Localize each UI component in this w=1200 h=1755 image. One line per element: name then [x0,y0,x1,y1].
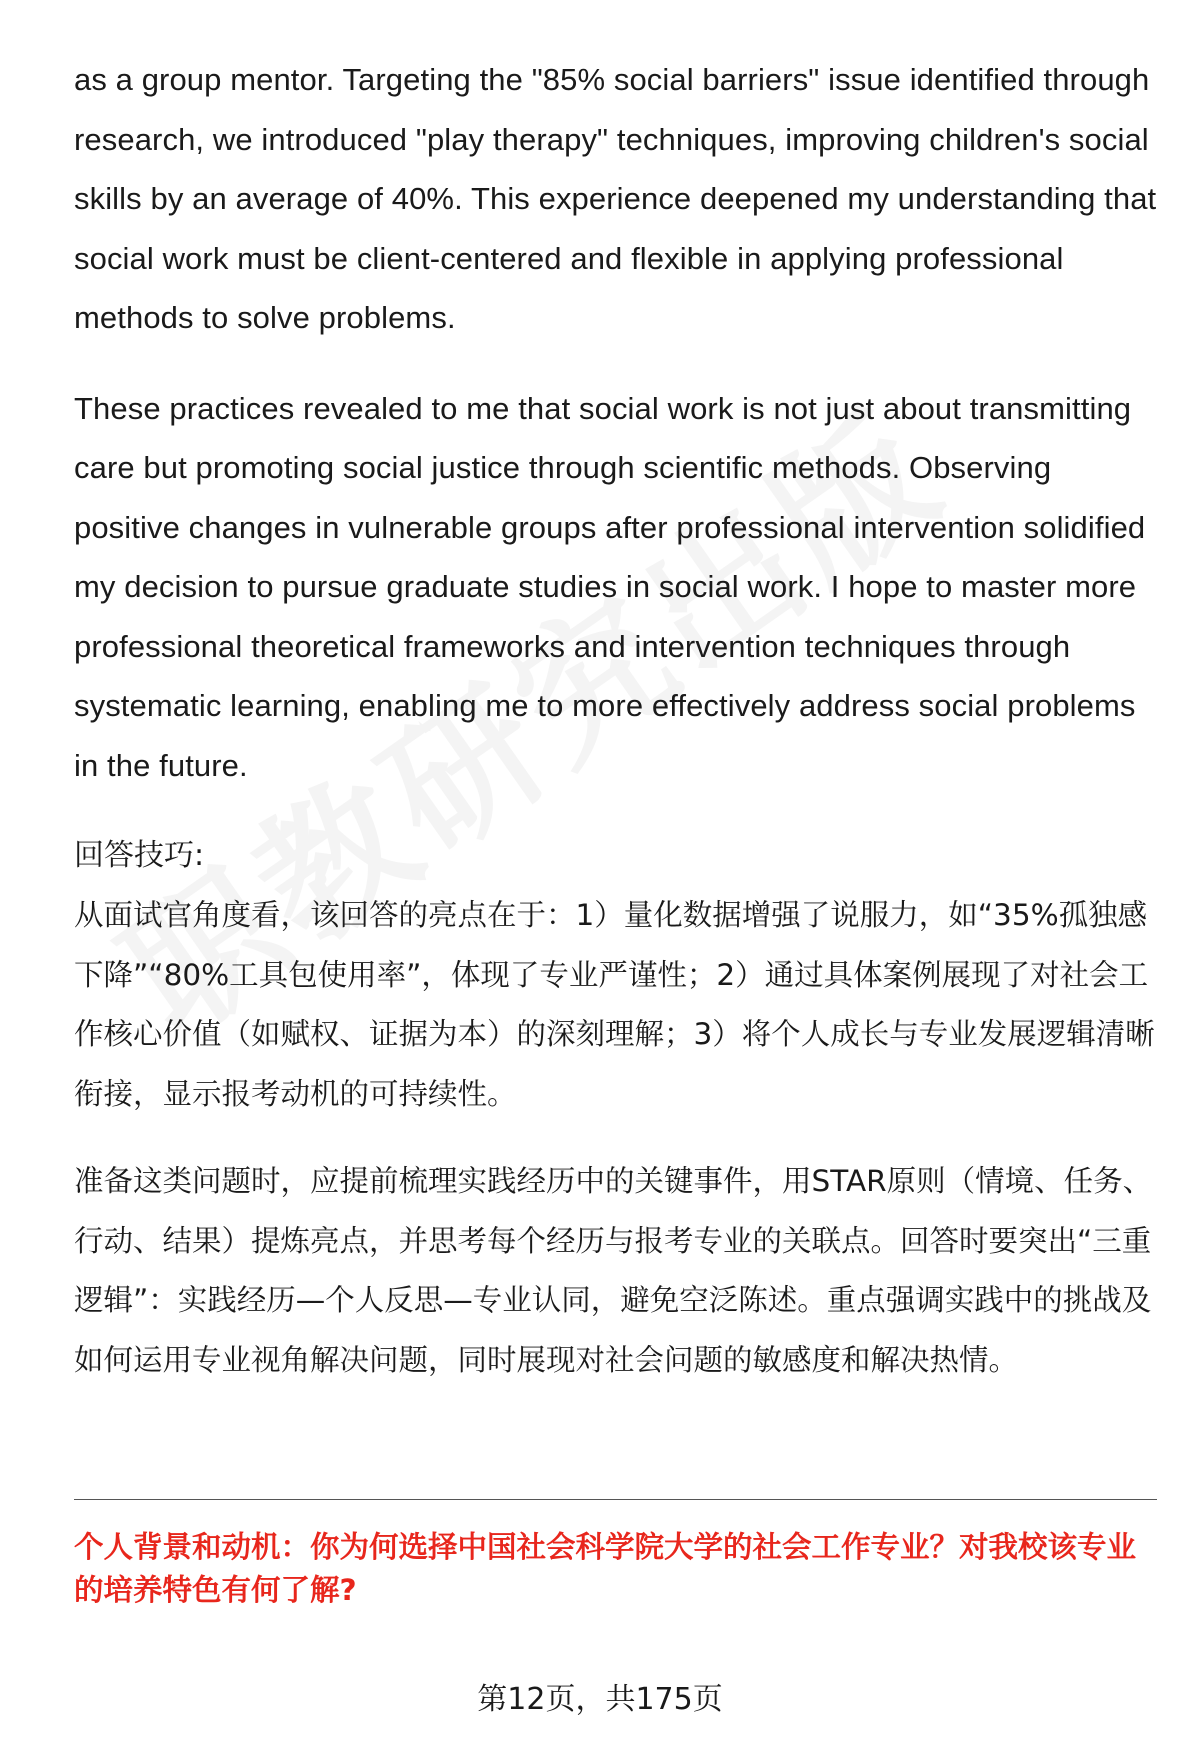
document-body [74,50,1159,1390]
section-divider [74,1499,1157,1500]
chinese-paragraph-1: 从面试官角度看，该回答的亮点在于：1）量化数据增强了说服力，如“35%孤独感下降”“80%工具包使用率”，体现了专业严谨性；2）通过具体案例展现了对社会工作核心价值（如赋权、证据为本）的深刻理解；3）将个人成长与专业发展逻辑清晰衔接，显示报考动机的可持续性。 [74,898,1155,1111]
next-question-heading: 个人背景和动机：你为何选择中国社会科学院大学的社会工作专业？对我校该专业的培养特色有何了解? [74,1530,1137,1607]
tips-heading: 回答技巧: [74,838,205,873]
chinese-paragraph-2: 准备这类问题时，应提前梳理实践经历中的关键事件，用STAR原则（情境、任务、行动、结果）提炼亮点，并思考每个经历与报考专业的关联点。回答时要突出“三重逻辑”：实践经历—个人反思—专业认同，避免空泛陈述。重点强调实践中的挑战及如何运用专业视角解决问题，同时展现对社会问题的敏感度和解决热情。 [74,1164,1153,1377]
english-paragraph-2: These practices revealed to me that social work is not just about transmitting care but promoting social justice through scientific methods. Observing positive changes in vulnerable groups after professional intervention solidified my decision to pursue graduate studies in social work. I hope to master more professional theoretical frameworks and intervention techniques through systematic learning, enabling me to more effectively address social problems in the future. [74,390,1146,783]
english-paragraph-1: as a group mentor. Targeting the "85% social barriers" issue identified through research, we introduced "play therapy" techniques, improving children's social skills by an average of 40%. This experience deepened my understanding that social work must be client-centered and flexible in applying professional methods to solve problems. [74,62,1157,335]
page-number: 第12页，共175页 [477,1682,723,1717]
